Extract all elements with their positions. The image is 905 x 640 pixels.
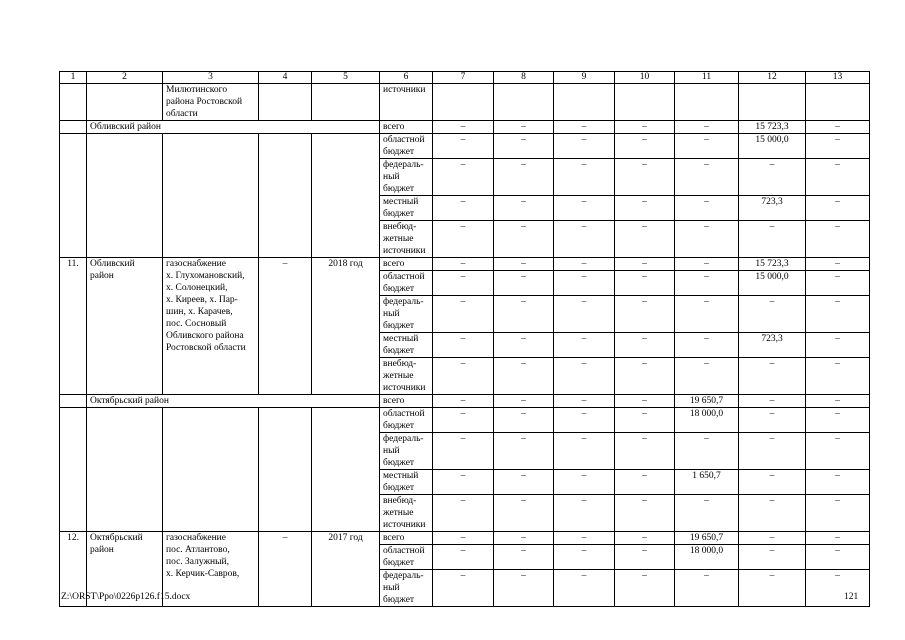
district-total-label: Октябрьский район [87, 395, 380, 408]
value-cell: – [433, 395, 494, 408]
funding-source-label: местный бюджет [380, 196, 433, 221]
value-cell: – [494, 121, 554, 134]
value-cell: 18 000,0 [675, 408, 739, 433]
district-cell: Обливский район [87, 258, 163, 395]
table-row [60, 121, 870, 134]
value-cell: – [806, 570, 870, 607]
value-cell: – [615, 433, 675, 470]
value-cell: – [433, 358, 494, 395]
table-cell [60, 84, 87, 121]
value-cell: – [675, 358, 739, 395]
empty-cell [312, 134, 380, 258]
row-number: 12. [60, 532, 87, 607]
empty-cell [87, 134, 163, 258]
value-cell: – [554, 395, 615, 408]
funding-source-label: внебюд- жетные источники [380, 358, 433, 395]
column-number-7: 7 [433, 72, 494, 84]
funding-source-label: областной бюджет [380, 408, 433, 433]
value-cell: – [433, 196, 494, 221]
value-cell: – [739, 532, 806, 545]
value-cell: – [494, 333, 554, 358]
value-cell: – [739, 408, 806, 433]
value-cell: – [806, 470, 870, 495]
value-cell: – [806, 358, 870, 395]
value-cell: – [494, 570, 554, 607]
value-cell: 723,3 [739, 196, 806, 221]
value-cell: – [806, 196, 870, 221]
row-number: 11. [60, 258, 87, 395]
value-cell: 15 000,0 [739, 134, 806, 159]
value-cell: – [554, 333, 615, 358]
district-total-label: Обливский район [87, 121, 380, 134]
value-cell: – [554, 532, 615, 545]
funding-source-label: всего [380, 121, 433, 134]
value-cell: – [675, 258, 739, 271]
column-number-1: 1 [60, 72, 87, 84]
value-cell: – [615, 196, 675, 221]
value-cell: – [494, 433, 554, 470]
value-cell: – [554, 296, 615, 333]
empty-cell [87, 408, 163, 532]
value-cell: – [554, 433, 615, 470]
empty-cell [259, 134, 312, 258]
table-cell [675, 84, 739, 121]
empty-cell [163, 134, 259, 258]
value-cell: – [739, 358, 806, 395]
value-cell: 15 000,0 [739, 271, 806, 296]
value-cell: 1 650,7 [675, 470, 739, 495]
value-cell: – [615, 121, 675, 134]
table-row [60, 134, 870, 159]
empty-cell [60, 408, 87, 532]
value-cell: – [433, 333, 494, 358]
value-cell: – [675, 296, 739, 333]
value-cell: – [806, 395, 870, 408]
table-cell [554, 84, 615, 121]
value-cell: – [433, 532, 494, 545]
table-cell [259, 84, 312, 121]
value-cell: – [806, 258, 870, 271]
value-cell: – [433, 495, 494, 532]
value-cell: – [806, 121, 870, 134]
value-cell: – [494, 395, 554, 408]
value-cell: – [494, 271, 554, 296]
table-row [60, 408, 870, 433]
value-cell: – [554, 159, 615, 196]
value-cell: – [806, 296, 870, 333]
funding-source-label: внебюд- жетные источники [380, 495, 433, 532]
value-cell: – [494, 221, 554, 258]
value-cell: – [554, 221, 615, 258]
empty-cell [259, 408, 312, 532]
table-row [60, 395, 870, 408]
column-number-6: 6 [380, 72, 433, 84]
funding-source-label: областной бюджет [380, 271, 433, 296]
table-row [60, 258, 870, 271]
value-cell: – [675, 495, 739, 532]
value-cell: – [806, 159, 870, 196]
column-number-4: 4 [259, 72, 312, 84]
table-cell [806, 84, 870, 121]
value-cell: 15 723,3 [739, 121, 806, 134]
column-number-5: 5 [312, 72, 380, 84]
page-number: 121 [844, 592, 859, 602]
table-cell [433, 84, 494, 121]
value-cell: – [554, 545, 615, 570]
value-cell: – [806, 271, 870, 296]
value-cell: – [554, 470, 615, 495]
year-cell: 2017 год [312, 532, 380, 607]
value-cell: – [739, 221, 806, 258]
value-cell: – [739, 570, 806, 607]
column-number-3: 3 [163, 72, 259, 84]
value-cell: – [806, 433, 870, 470]
value-cell: – [806, 221, 870, 258]
value-cell: – [675, 570, 739, 607]
table-cell [615, 84, 675, 121]
value-cell: – [615, 570, 675, 607]
table-cell [739, 84, 806, 121]
value-cell: – [675, 271, 739, 296]
value-cell: – [615, 296, 675, 333]
column-number-row [60, 72, 870, 84]
value-cell: – [554, 408, 615, 433]
value-cell: – [433, 296, 494, 333]
value-cell: – [433, 470, 494, 495]
value-cell: – [494, 159, 554, 196]
funding-source-label: всего [380, 395, 433, 408]
funding-source-label: местный бюджет [380, 470, 433, 495]
table-cell [494, 84, 554, 121]
funding-source-label: федераль- ный бюджет [380, 433, 433, 470]
value-cell: – [739, 296, 806, 333]
object-cell: Милютинского района Ростовской области [163, 84, 259, 121]
value-cell: – [615, 134, 675, 159]
value-cell: – [675, 221, 739, 258]
year-cell: 2018 год [312, 258, 380, 395]
value-cell: – [433, 121, 494, 134]
value-cell: – [739, 395, 806, 408]
value-cell: – [554, 196, 615, 221]
value-cell: – [615, 532, 675, 545]
object-cell: газоснабжение пос. Атлантово, пос. Залужный, х. Керчик-Савров, [163, 532, 259, 607]
empty-cell [60, 121, 87, 134]
funding-source-label: федераль- ный бюджет [380, 296, 433, 333]
value-cell: – [494, 532, 554, 545]
value-cell: – [554, 358, 615, 395]
value-cell: – [433, 221, 494, 258]
column-number-8: 8 [494, 72, 554, 84]
value-cell: – [739, 159, 806, 196]
funding-source-label: всего [380, 258, 433, 271]
value-cell: 18 000,0 [675, 545, 739, 570]
value-cell: – [494, 296, 554, 333]
value-cell: – [494, 134, 554, 159]
column4-cell: – [259, 532, 312, 607]
value-cell: – [494, 258, 554, 271]
value-cell: – [554, 121, 615, 134]
value-cell: – [494, 408, 554, 433]
value-cell: – [739, 433, 806, 470]
empty-cell [312, 408, 380, 532]
funding-source-label: федераль- ный бюджет [380, 159, 433, 196]
value-cell: – [739, 470, 806, 495]
value-cell: – [433, 134, 494, 159]
empty-cell [60, 134, 87, 258]
column-number-2: 2 [87, 72, 163, 84]
value-cell: – [494, 495, 554, 532]
column-number-9: 9 [554, 72, 615, 84]
object-cell: газоснабжение х. Глухомановский, х. Солонецкий, х. Киреев, х. Пар- шин, х. Карачев, пос. Сосновый Обливского района Ростовской области [163, 258, 259, 395]
value-cell: – [675, 433, 739, 470]
value-cell: – [675, 196, 739, 221]
value-cell: – [806, 495, 870, 532]
value-cell: – [554, 495, 615, 532]
value-cell: – [554, 258, 615, 271]
value-cell: – [494, 470, 554, 495]
funding-source-label: местный бюджет [380, 333, 433, 358]
value-cell: – [433, 271, 494, 296]
value-cell: – [433, 258, 494, 271]
table-row [60, 84, 870, 121]
value-cell: – [615, 545, 675, 570]
value-cell: – [615, 470, 675, 495]
value-cell: – [554, 134, 615, 159]
value-cell: – [615, 333, 675, 358]
funding-source-label: областной бюджет [380, 134, 433, 159]
column-number-11: 11 [675, 72, 739, 84]
funding-source-label: всего [380, 532, 433, 545]
value-cell: – [433, 159, 494, 196]
value-cell: – [615, 408, 675, 433]
funding-source-cell: источники [380, 84, 433, 121]
column-number-10: 10 [615, 72, 675, 84]
value-cell: – [615, 495, 675, 532]
value-cell: – [615, 395, 675, 408]
value-cell: – [806, 545, 870, 570]
value-cell: – [615, 258, 675, 271]
value-cell: – [806, 134, 870, 159]
column-number-13: 13 [806, 72, 870, 84]
value-cell: – [433, 408, 494, 433]
funding-source-label: федераль- ный бюджет [380, 570, 433, 607]
value-cell: – [494, 196, 554, 221]
value-cell: – [554, 271, 615, 296]
value-cell: – [739, 495, 806, 532]
district-cell: Октябрьский район [87, 532, 163, 607]
funding-source-label: внебюд- жетные источники [380, 221, 433, 258]
value-cell: – [433, 433, 494, 470]
value-cell: – [494, 358, 554, 395]
table-cell [87, 84, 163, 121]
column4-cell: – [259, 258, 312, 395]
file-path-footer: Z:\ORST\Ppo\0226p126.f15.docx [61, 592, 191, 602]
empty-cell [163, 408, 259, 532]
column-number-12: 12 [739, 72, 806, 84]
value-cell: 15 723,3 [739, 258, 806, 271]
value-cell: 19 650,7 [675, 395, 739, 408]
value-cell: – [615, 159, 675, 196]
value-cell: – [675, 159, 739, 196]
value-cell: – [615, 221, 675, 258]
value-cell: – [554, 570, 615, 607]
value-cell: – [675, 134, 739, 159]
value-cell: – [675, 333, 739, 358]
value-cell: – [739, 545, 806, 570]
financing-table [59, 71, 870, 607]
value-cell: – [615, 271, 675, 296]
value-cell: – [433, 570, 494, 607]
value-cell: – [615, 358, 675, 395]
value-cell: – [806, 532, 870, 545]
table-row [60, 532, 870, 545]
funding-source-label: областной бюджет [380, 545, 433, 570]
table-cell [312, 84, 380, 121]
value-cell: – [806, 408, 870, 433]
value-cell: – [433, 545, 494, 570]
value-cell: 723,3 [739, 333, 806, 358]
value-cell: – [675, 121, 739, 134]
value-cell: 19 650,7 [675, 532, 739, 545]
empty-cell [60, 395, 87, 408]
value-cell: – [806, 333, 870, 358]
value-cell: – [494, 545, 554, 570]
